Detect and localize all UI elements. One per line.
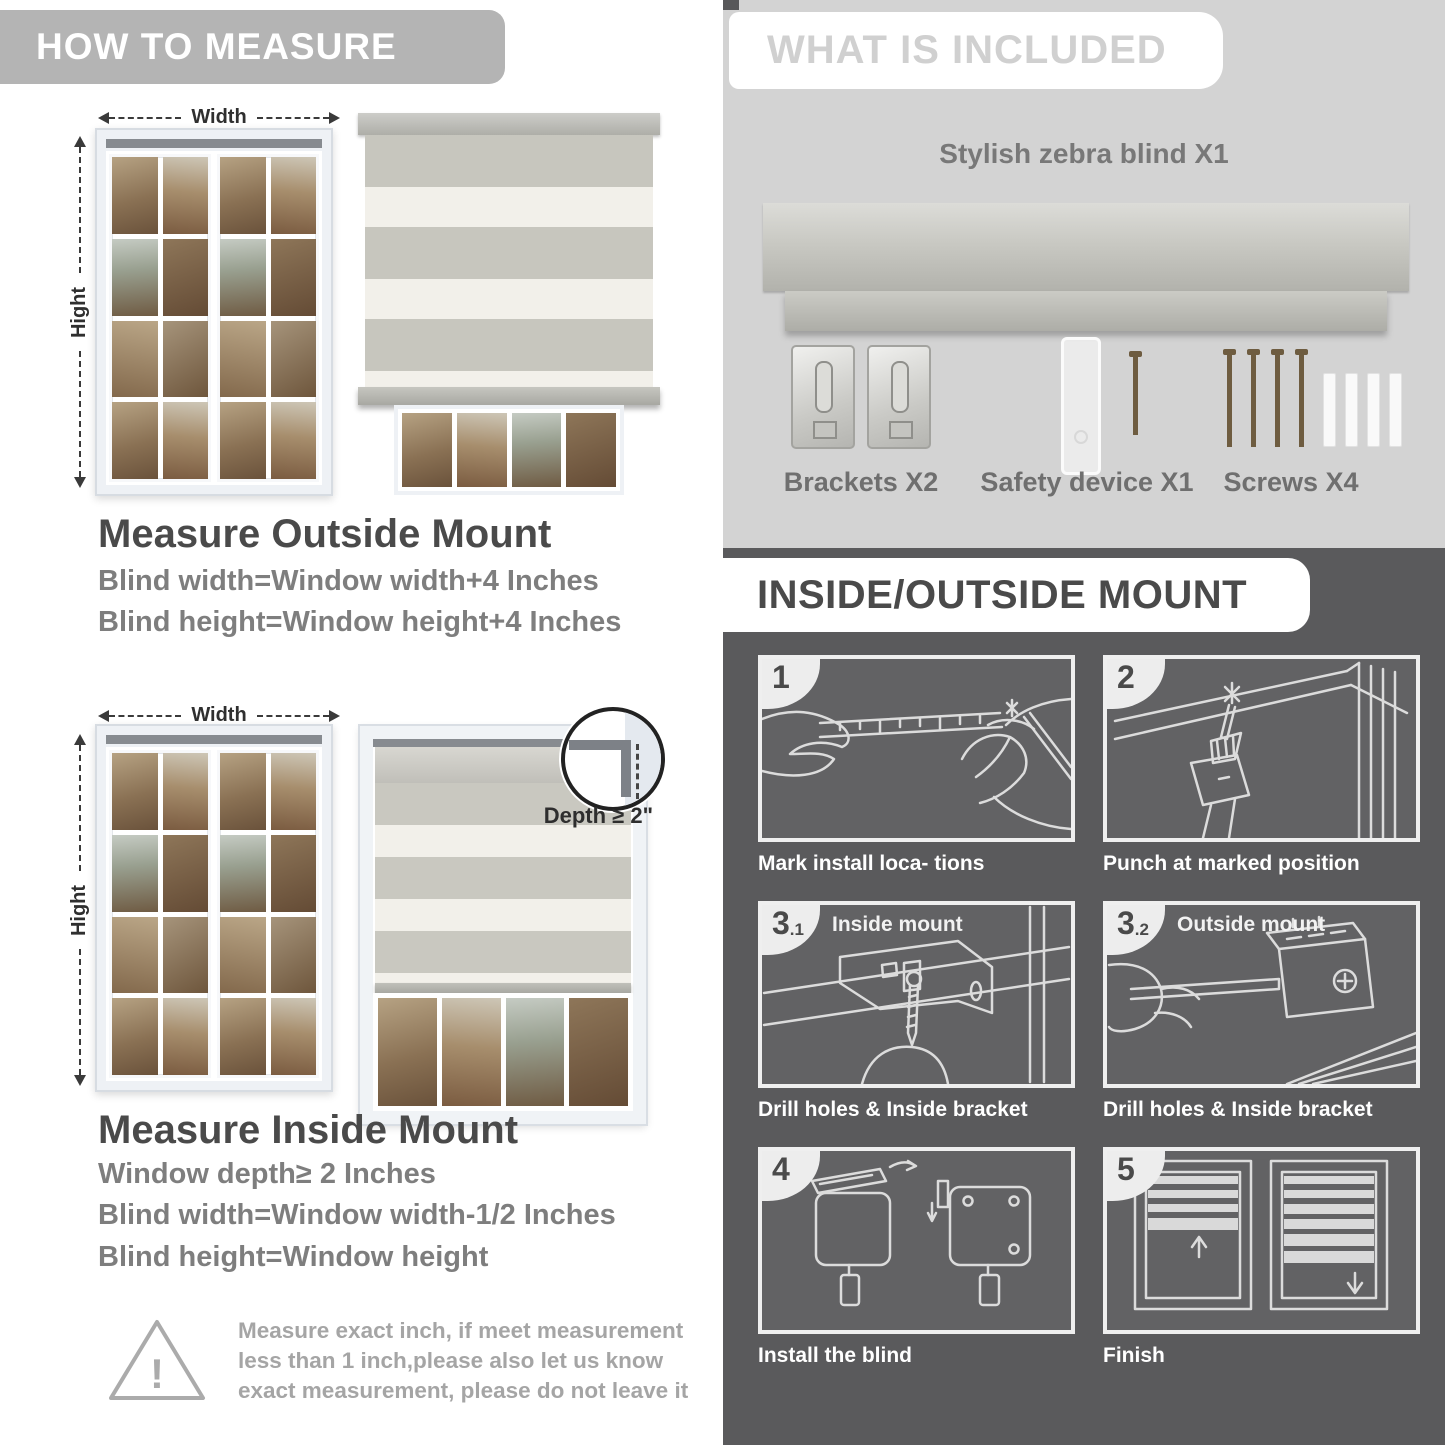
window-pane [220,402,266,479]
window-pane [271,753,317,830]
window-pane [512,413,562,487]
window-doors [106,151,322,485]
inside-mount-title: Measure Inside Mount [98,1108,519,1152]
outside-height-formula: Blind height=Window height+4 Inches [98,606,622,638]
height-label-box [68,273,92,351]
warning-text: Measure exact inch, if meet measurement less than 1 inch,please also let us know exact measurement, please do not leave it [238,1318,689,1403]
blind-bottom-rail [375,983,631,993]
window-pane [112,917,158,994]
arrowhead-down-icon [74,477,86,488]
height-arrow-outside [68,136,92,488]
step-number: 5 [1117,1151,1135,1187]
dashed-line [257,715,329,717]
screws-label: Screws X4 [1223,467,1359,497]
right-column [723,0,1445,1445]
mount-instructions-section [723,548,1445,1445]
width-label: Width [191,106,247,128]
wall-anchor-icon [1345,373,1358,447]
window-pane [220,321,266,398]
depth-label: Depth ≥ 2" [543,803,653,828]
step-sub-number: .1 [789,920,804,939]
step-3-1-caption: Drill holes & Inside bracket [758,1098,1028,1121]
dashed-line [257,117,329,119]
wall-anchor-icon [1367,373,1380,447]
how-to-measure-title: HOW TO MEASURE [36,26,397,67]
warning-triangle-icon [106,1316,208,1404]
window-lintel [106,735,322,744]
window-pane [402,413,452,487]
outside-mount-blind-image [358,113,660,495]
blind-bottom-rail [358,387,660,405]
step-number: 3 [772,905,790,941]
step-3-2-panel [1103,901,1420,1088]
window-pane [271,321,317,398]
window-pane [112,239,158,316]
window-pane [506,998,565,1106]
inside-height-formula: Blind height=Window height [98,1241,489,1273]
width-arrow-inside [98,704,340,727]
safety-device-icon [1061,337,1101,475]
window-pane [220,239,266,316]
window-doors [106,747,322,1081]
brackets-label: Brackets X2 [783,467,939,497]
window-pane [163,157,209,234]
inside-outside-mount-header [723,558,1310,632]
window-pane [163,998,209,1075]
window-under-blind [373,993,633,1111]
window-pane [271,917,317,994]
window-pane [112,753,158,830]
blind-headrail-image [763,203,1409,291]
window-lintel [106,139,322,148]
step-4-caption: Install the blind [758,1344,913,1367]
step-sub-number: .2 [1134,920,1149,939]
safety-device-label: Safety device X1 [980,467,1194,497]
window-pane [457,413,507,487]
arrowhead-up-icon [74,734,86,745]
window-pane [220,753,266,830]
window-door-right [217,750,319,1078]
window-pane [271,998,317,1075]
screw-icon [1227,355,1232,447]
dashed-line [79,147,81,273]
bracket-icon [867,345,931,449]
included-items-row [723,335,1445,510]
step-1 [758,655,1075,876]
window-pane [220,835,266,912]
arrowhead-down-icon [74,1075,86,1086]
screw-icon [1251,355,1256,447]
step-4 [758,1147,1075,1368]
window-pane [442,998,501,1106]
step-number: 4 [772,1151,790,1187]
window-door-left [109,750,211,1078]
arrowhead-right-icon [329,710,340,722]
what-is-included-section [723,0,1445,548]
step-5 [1103,1147,1420,1368]
step-number: 2 [1117,659,1135,695]
step-number: 1 [772,659,790,695]
depth-magnifier-icon [561,707,665,811]
window-pane [220,917,266,994]
product-label: Stylish zebra blind X1 [939,138,1229,169]
what-is-included-header [729,12,1223,89]
window-pane [163,835,209,912]
window-under-blind [394,405,624,495]
magnifier-corner-vertical [621,740,632,798]
height-label: Hight [68,884,91,936]
measure-warning [106,1316,718,1406]
step-3-2-title: Outside mount [1177,913,1326,936]
window-pane [271,402,317,479]
dashed-line [109,715,181,717]
window-pane [163,239,209,316]
small-screw-icon [1133,357,1138,435]
arrowhead-left-icon [98,710,109,722]
width-arrow-outside [98,106,340,129]
magnifier-depth-dash [636,744,639,800]
screw-icon [1275,355,1280,447]
arrowhead-right-icon [329,112,340,124]
outside-window-photo [95,128,333,496]
arrowhead-left-icon [98,112,109,124]
window-pane [163,402,209,479]
outside-width-formula: Blind width=Window width+4 Inches [98,565,599,597]
step-1-panel [758,655,1075,842]
blind-headrail-lower-image [785,291,1387,331]
bracket-icon [791,345,855,449]
step-2-caption: Punch at marked position [1103,852,1360,875]
window-pane [271,835,317,912]
window-pane [112,321,158,398]
window-pane [112,402,158,479]
window-pane [271,157,317,234]
arrowhead-up-icon [74,136,86,147]
step-3-2-caption: Drill holes & Inside bracket [1103,1098,1373,1121]
step-5-panel [1103,1147,1420,1334]
outside-mount-title: Measure Outside Mount [98,512,552,556]
dashed-line [79,745,81,871]
height-label-box [68,871,92,949]
step-1-caption: Mark install loca- tions [758,852,985,875]
svg-text:!: ! [150,1350,164,1397]
step-3-1-title: Inside mount [832,913,963,936]
step-2-panel [1103,655,1420,842]
window-pane [378,998,437,1106]
height-arrow-inside [68,734,92,1086]
inside-depth-rule: Window depth≥ 2 Inches [98,1158,436,1190]
window-pane [569,998,628,1106]
inside-width-formula: Blind width=Window width-1/2 Inches [98,1199,616,1231]
step-5-caption: Finish [1103,1344,1165,1367]
what-is-included-title: WHAT IS INCLUDED [767,28,1167,72]
window-pane [112,157,158,234]
dashed-line [79,949,81,1075]
window-pane [220,157,266,234]
height-label: Hight [68,286,91,338]
step-3-1 [758,901,1075,1122]
wall-anchor-icon [1323,373,1336,447]
inside-window-photo [95,724,333,1092]
screw-icon [1299,355,1304,447]
how-to-measure-header [0,10,505,84]
window-pane [163,753,209,830]
window-pane [271,239,317,316]
window-pane [163,321,209,398]
window-door-right [217,154,319,482]
window-pane [163,917,209,994]
window-pane [566,413,616,487]
dashed-line [109,117,181,119]
step-3-2 [1103,901,1420,1122]
inside-mount-blind-image [360,726,653,1124]
divider-notch [723,0,739,10]
width-label: Width [191,704,247,726]
window-pane [112,835,158,912]
step-3-1-panel [758,901,1075,1088]
inside-outside-mount-title: INSIDE/OUTSIDE MOUNT [757,572,1248,617]
step-2 [1103,655,1420,876]
window-pane [220,998,266,1075]
dashed-line [79,351,81,477]
blind-cassette [358,113,660,135]
window-door-left [109,154,211,482]
installation-steps-grid [758,655,1420,1368]
zebra-shade [365,135,653,387]
window-pane [112,998,158,1075]
step-number: 3 [1117,905,1135,941]
step-4-panel [758,1147,1075,1334]
wall-anchor-icon [1389,373,1402,447]
